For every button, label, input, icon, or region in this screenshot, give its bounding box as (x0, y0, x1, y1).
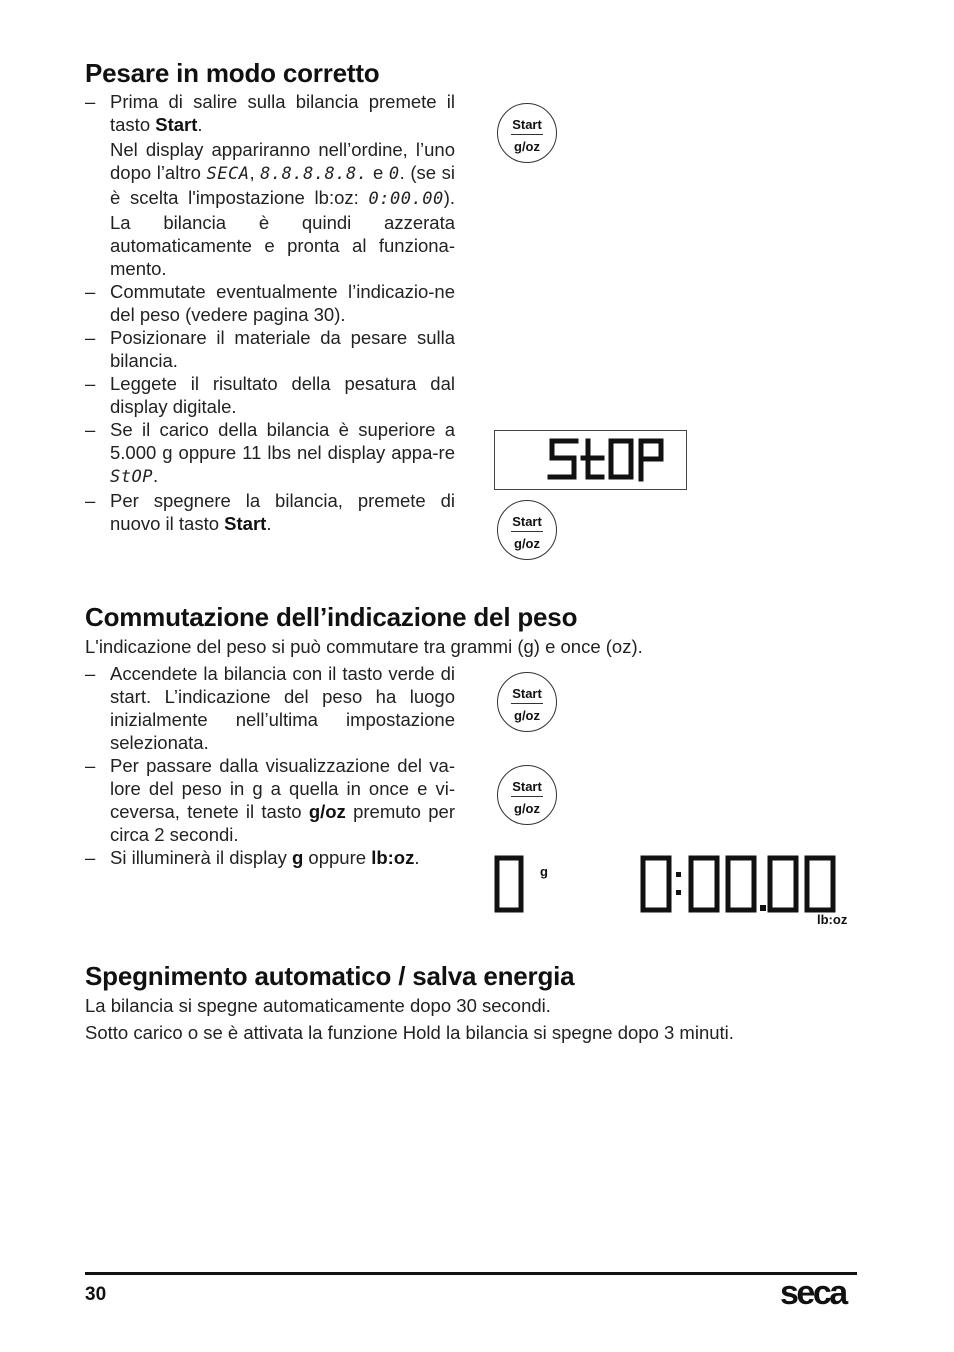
list-item: – Per passare dalla visualizzazione del va-lore del peso in g a quella in once e vi-ceversa, tenete il tasto g/oz premuto per circa 2 secondi. (85, 754, 455, 846)
list-item: – Se il carico della bilancia è superiore a 5.000 g oppure 11 lbs nel display appa-re StOP. (85, 418, 455, 489)
lboz-unit-label: lb:oz (817, 912, 848, 927)
seca-logo (780, 1276, 860, 1312)
section-intro: L'indicazione del peso si può commutare tra grammi (g) e once (oz). (85, 636, 643, 657)
section-title-spegnimento: Spegnimento automatico / salva energia (85, 961, 575, 991)
start-key-ref: Start (155, 114, 198, 135)
gram-lcd-display (490, 852, 560, 918)
start-goz-button-illustration: Start g/oz (497, 500, 557, 560)
lboz-lcd-display (636, 852, 844, 918)
auto-off-text: La bilancia si spegne automaticamente dopo 30 secondi. (85, 995, 551, 1016)
button-divider (511, 796, 543, 797)
button-divider (511, 134, 543, 135)
list-item: – Per spegnere la bilancia, premete di nuovo il tasto Start. (85, 489, 455, 535)
lcd-text-lboz-zero: 0:00.00 (368, 189, 444, 209)
lcd-text-seca: SECA (206, 164, 250, 184)
button-divider (511, 703, 543, 704)
list-item: – Posizionare il materiale da pesare sulla bilancia. (85, 326, 455, 372)
lboz-zero-glyphs (636, 852, 844, 916)
section-title-pesare: Pesare in modo corretto (85, 58, 380, 88)
list-item: – Accendete la bilancia con il tasto verde di start. L’indicazione del peso ha luogo inizialmente nell’ultima impostazione selezionata. (85, 662, 455, 754)
list-item: – Leggete il risultato della pesatura dal display digitale. (85, 372, 455, 418)
gram-zero-glyph (490, 852, 530, 916)
list-item: – Si illuminerà il display g oppure lb:oz. (85, 846, 455, 869)
list-item: – Commutate eventualmente l’indicazio-ne del peso (vedere pagina 30). (85, 280, 455, 326)
section-title-commutazione: Commutazione dell’indicazione del peso (85, 602, 578, 632)
start-key-ref: Start (224, 513, 267, 534)
footer-divider (85, 1272, 857, 1275)
lcd-text-zero: 0 (388, 164, 400, 184)
stop-segment-glyphs (495, 431, 688, 491)
button-divider (511, 531, 543, 532)
list-item: – Prima di salire sulla bilancia premete il tasto Start. Nel display appariranno nell’ordine, l’uno dopo l’altro SECA, 8.8.8.8.8. e 0. (se si è scelta l'impostazione lb:oz: 0:00.00). La bilancia è quindi azzerata automaticamente e pronta al funziona-mento. (85, 90, 455, 280)
goz-key-ref: g/oz (308, 801, 346, 822)
hold-off-text: Sotto carico o se è attivata la funzione Hold la bilancia si spegne dopo 3 minuti. (85, 1022, 734, 1043)
instructions-list-pesare (85, 90, 455, 535)
stop-lcd-display (494, 430, 687, 490)
instructions-list-commutazione (85, 662, 455, 869)
gram-unit-label: g (540, 864, 548, 879)
page-number: 30 (85, 1284, 107, 1305)
start-goz-button-illustration: Start g/oz (497, 672, 557, 732)
start-goz-button-illustration: Start g/oz (497, 765, 557, 825)
lcd-text-all-segments: 8.8.8.8.8. (260, 164, 368, 184)
seca-logo-icon (780, 1276, 860, 1312)
start-goz-button-illustration: Start g/oz (497, 103, 557, 163)
lcd-text-stop: StOP (110, 467, 153, 487)
svg-text:seca: seca (780, 1276, 846, 1312)
